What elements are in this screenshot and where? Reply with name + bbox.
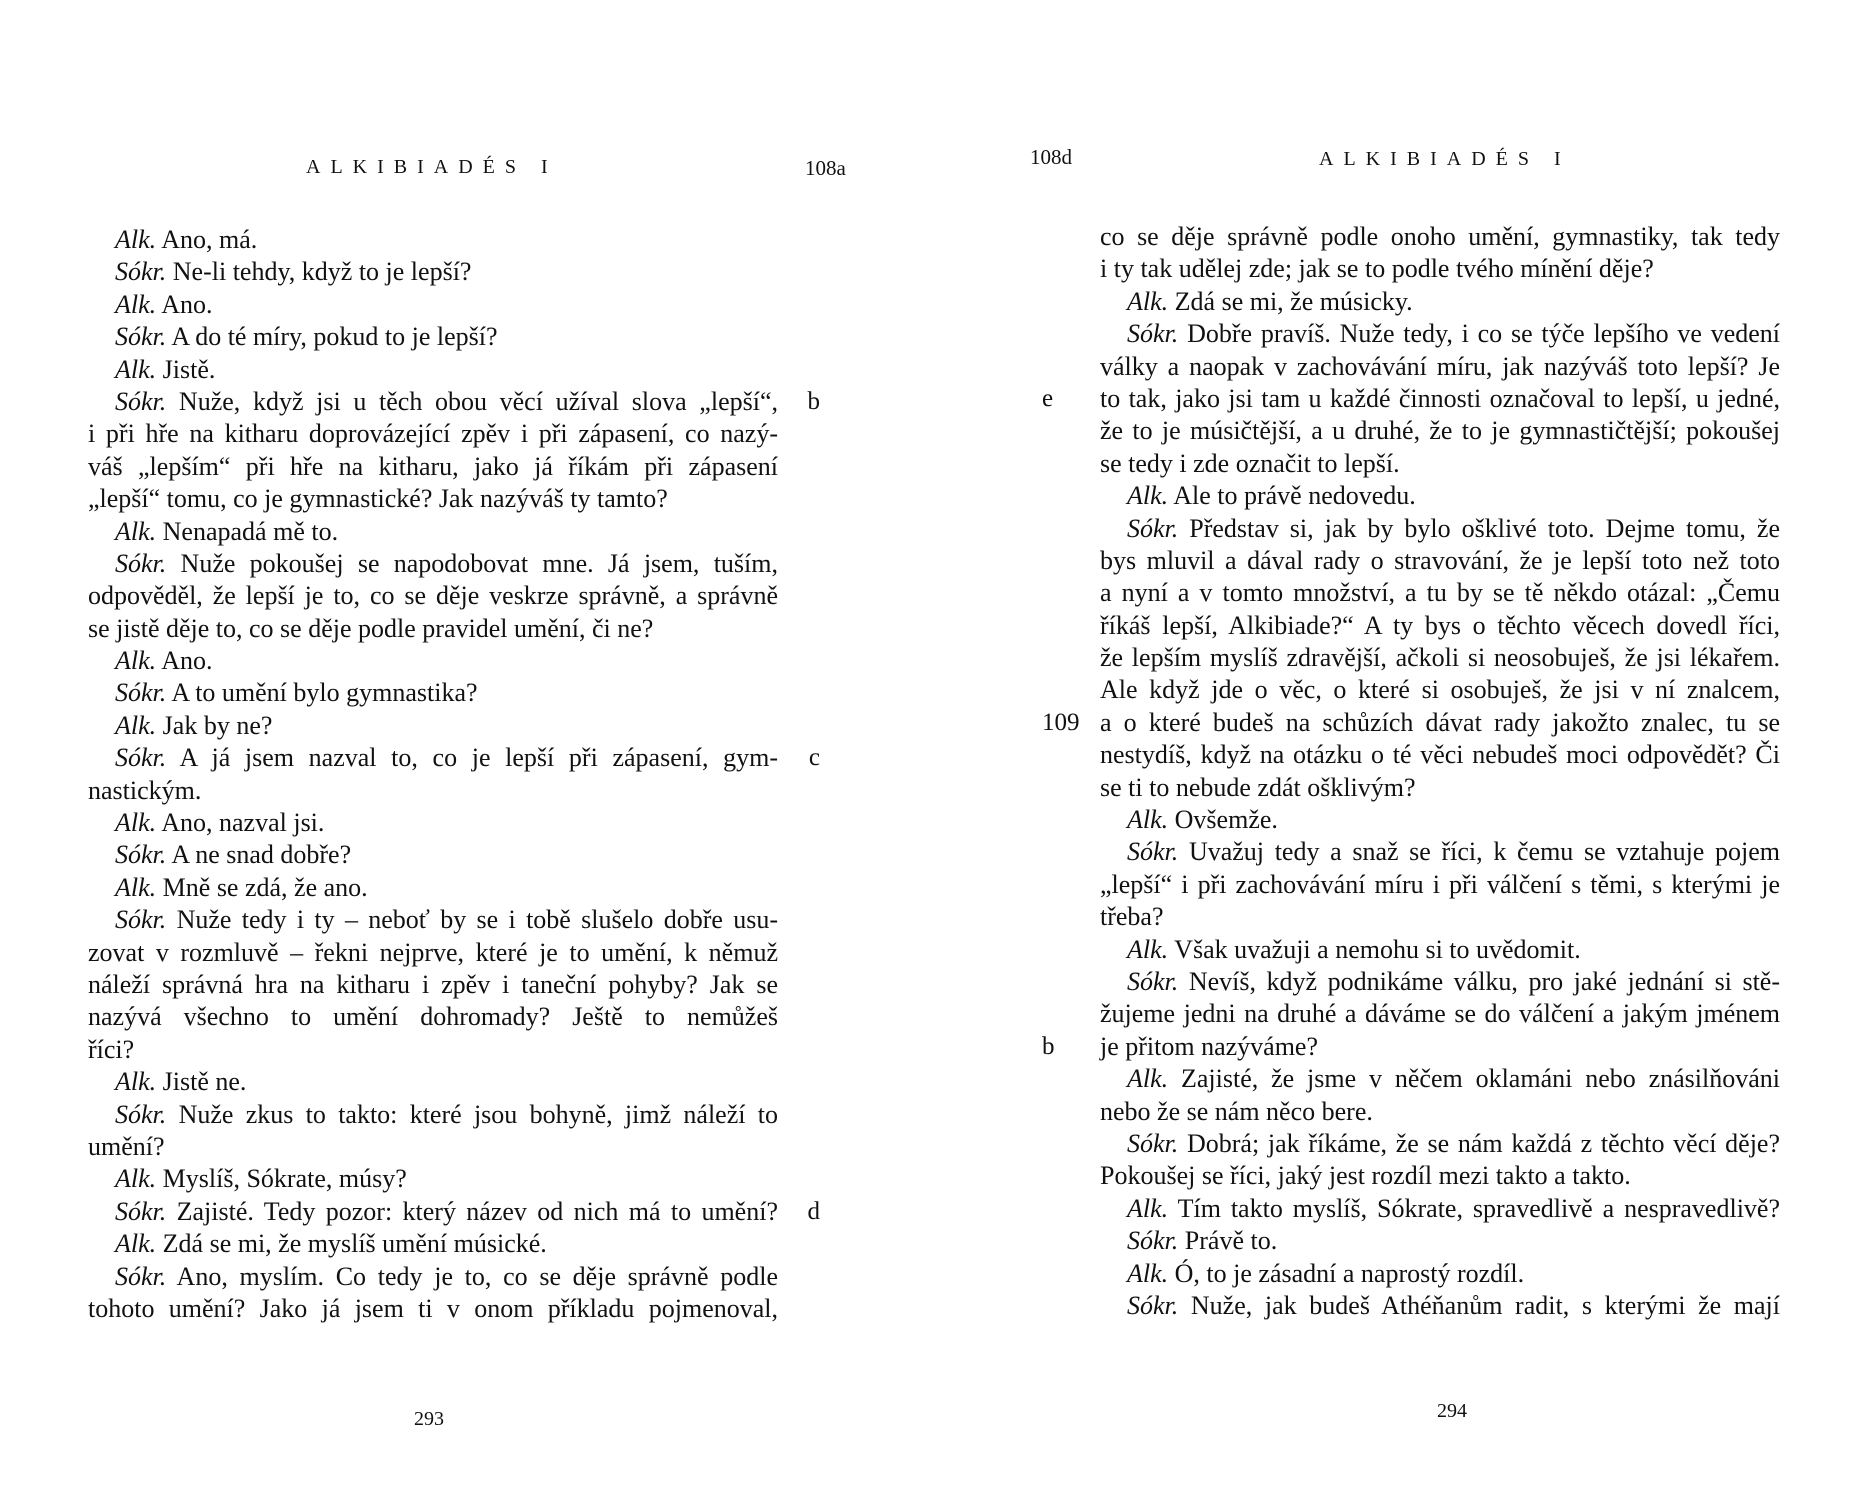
- line-text: že lepším myslíš zdravější, ačkoli si neosobuješ, že jsi lékařem.: [1100, 643, 1780, 673]
- text-line: [88, 937, 778, 969]
- line-text: A já jsem nazval to, co je lepší při zápasení, gym-: [166, 743, 778, 773]
- speaker-label: Alk.: [1127, 1064, 1169, 1094]
- text-line: [1100, 869, 1780, 901]
- speaker-label: Alk.: [115, 1229, 157, 1259]
- line-text: Nuže pokoušej se napodobovat mne. Já jsem, tuším,: [166, 548, 778, 578]
- text-line: [88, 872, 778, 904]
- line-text: třeba?: [1100, 902, 1164, 932]
- text-line: [1100, 286, 1780, 318]
- text-line: [88, 1001, 778, 1033]
- text-line: [1100, 934, 1780, 966]
- text-line: [88, 1131, 778, 1163]
- running-head: ALKIBIADÉS I: [306, 156, 558, 178]
- line-text: Ale to právě nedovedu.: [1168, 481, 1416, 511]
- stephanus-margin-mark: 109: [1042, 708, 1080, 736]
- dialogue-text: [1042, 221, 1780, 1322]
- line-text: a nyní a v tomto množství, a tu by se tě někdo otázal: „Čemu: [1100, 578, 1780, 608]
- stephanus-margin-mark: e: [1042, 384, 1054, 412]
- right-page: [931, 0, 1862, 1501]
- line-text: zovat v rozmluvě – řekni nejprve, které je to umění, k němuž: [88, 937, 778, 967]
- line-text: Nuže, když jsi u těch obou věcí užíval slova „lepší“,: [166, 386, 778, 416]
- text-line: [88, 256, 778, 288]
- speaker-label: Sókr.: [115, 548, 167, 578]
- text-line: [1100, 1128, 1780, 1160]
- text-line: [1100, 966, 1780, 998]
- text-line: [88, 1196, 820, 1228]
- text-line: [88, 1228, 778, 1260]
- speaker-label: Alk.: [115, 1164, 157, 1194]
- speaker-label: Alk.: [1127, 286, 1169, 316]
- speaker-label: Alk.: [115, 808, 157, 838]
- line-text: Ne-li tehdy, když to je lepší?: [166, 257, 472, 287]
- line-text: Nuže, jak budeš Athéňanům radit, s kterými že mají: [1178, 1290, 1780, 1320]
- line-text: Ano.: [156, 646, 213, 676]
- speaker-label: Sókr.: [1127, 319, 1179, 349]
- line-text: nebo že se nám něco bere.: [1100, 1096, 1373, 1126]
- speaker-label: Alk.: [115, 1067, 157, 1097]
- text-line: [88, 451, 778, 483]
- speaker-label: Sókr.: [115, 1196, 167, 1226]
- line-text: A ne snad dobře?: [166, 840, 352, 870]
- text-line: [1100, 253, 1780, 285]
- text-line: [1100, 674, 1780, 706]
- running-head: ALKIBIADÉS I: [1319, 148, 1571, 170]
- line-text: se jistě děje to, co se děje podle pravidel umění, či ne?: [88, 613, 654, 643]
- text-line: [88, 321, 778, 353]
- text-line: [88, 710, 778, 742]
- speaker-label: Alk.: [115, 872, 157, 902]
- speaker-label: Alk.: [1127, 1193, 1169, 1223]
- line-text: a o které budeš na schůzích dávat rady jakožto znalec, tu se: [1100, 707, 1780, 737]
- text-line: [1100, 772, 1780, 804]
- text-line: [88, 224, 778, 256]
- speaker-label: Sókr.: [115, 1099, 167, 1129]
- text-line: [1100, 480, 1780, 512]
- text-line: [1100, 415, 1780, 447]
- text-line: [88, 969, 778, 1001]
- line-text: nazývá všechno to umění dohromady? Ještě to nemůžeš: [88, 1002, 778, 1032]
- text-line: [1100, 513, 1780, 545]
- text-line: [1100, 1225, 1780, 1257]
- line-text: Ano, má.: [156, 225, 258, 254]
- line-text: Pokoušej se říci, jaký jest rozdíl mezi takto a takto.: [1100, 1161, 1631, 1191]
- line-text: říkáš lepší, Alkibiade?“ A ty bys o těchto věcech dovedl říci,: [1100, 610, 1780, 640]
- line-text: umění?: [88, 1131, 165, 1161]
- text-line: [1100, 1193, 1780, 1225]
- text-line: [88, 516, 778, 548]
- speaker-label: Sókr.: [1127, 837, 1179, 867]
- stephanus-number: 108a: [805, 156, 846, 180]
- line-text: to tak, jako jsi tam u každé činnosti označoval to lepší, u jedné,: [1100, 383, 1780, 413]
- speaker-label: Alk.: [1127, 1258, 1169, 1288]
- text-line: [88, 418, 778, 450]
- line-text: A do té míry, pokud to je lepší?: [166, 322, 498, 352]
- text-line: [1100, 739, 1780, 771]
- text-line: [88, 1261, 778, 1293]
- text-line: [1100, 998, 1780, 1030]
- text-line: [88, 677, 778, 709]
- line-text: „lepší“ i při zachovávání míru i při válčení s těmi, s kterými je: [1100, 869, 1780, 899]
- line-text: Jistě.: [156, 354, 216, 384]
- line-text: Ó, to je zásadní a naprostý rozdíl.: [1168, 1258, 1525, 1288]
- text-line: [88, 613, 778, 645]
- line-text: je přitom nazýváme?: [1100, 1031, 1319, 1061]
- speaker-label: Alk.: [115, 516, 157, 546]
- speaker-label: Sókr.: [115, 905, 167, 935]
- speaker-label: Sókr.: [1127, 1128, 1179, 1158]
- line-text: Ano, myslím. Co tedy je to, co se děje správně podle: [166, 1261, 778, 1291]
- text-line: [88, 807, 778, 839]
- line-text: Právě to.: [1178, 1226, 1278, 1256]
- line-text: náleží správná hra na kitharu i zpěv i taneční pohyby? Jak se: [88, 969, 778, 999]
- speaker-label: Sókr.: [115, 678, 167, 708]
- text-line: [88, 645, 778, 677]
- text-line: [1100, 1160, 1780, 1192]
- text-line: [1042, 383, 1780, 415]
- line-text: váš „lepším“ při hře na kitharu, jako já říkám při zápasení: [88, 451, 778, 481]
- speaker-label: Sókr.: [115, 322, 167, 352]
- line-text: Jak by ne?: [156, 710, 273, 740]
- text-line: [88, 839, 778, 871]
- line-text: Mně se zdá, že ano.: [156, 872, 368, 902]
- speaker-label: Alk.: [1127, 934, 1169, 964]
- line-text: i při hře na kitharu doprovázející zpěv i při zápasení, co nazý-: [88, 419, 778, 449]
- line-text: Zajisté, že jsme v něčem oklamáni nebo znásilňováni: [1168, 1064, 1780, 1094]
- text-line: [1100, 610, 1780, 642]
- line-text: i ty tak udělej zde; jak se to podle tvého mínění děje?: [1100, 254, 1654, 284]
- text-line: [88, 904, 778, 936]
- stephanus-margin-mark: b: [1042, 1032, 1055, 1060]
- text-line: [88, 742, 820, 774]
- line-text: Nuže tedy i ty – neboť by se i tobě slušelo dobře usu-: [166, 905, 778, 935]
- line-text: se tedy i zde označit to lepší.: [1100, 448, 1400, 478]
- text-line: [1100, 804, 1780, 836]
- line-text: Myslíš, Sókrate, músy?: [156, 1164, 407, 1194]
- line-text: Jistě ne.: [156, 1067, 247, 1097]
- line-text: Zdá se mi, že myslíš umění músické.: [156, 1229, 547, 1259]
- text-line: [88, 1066, 778, 1098]
- stephanus-number: 108d: [1030, 145, 1072, 169]
- speaker-label: Alk.: [1127, 481, 1169, 511]
- line-text: Zdá se mi, že músicky.: [1168, 286, 1413, 316]
- speaker-label: Alk.: [1127, 805, 1169, 835]
- line-text: nestydíš, když na otázku o té věci nebudeš moci odpovědět? Či: [1100, 740, 1780, 770]
- text-line: [1100, 448, 1780, 480]
- line-text: Uvažuj tedy a snaž se říci, k čemu se vztahuje pojem: [1178, 837, 1780, 867]
- line-text: bys mluvil a dával rady o stravování, že je lepší toto než toto: [1100, 545, 1780, 575]
- line-text: Nevíš, když podnikáme válku, pro jaké jednání si stě-: [1178, 966, 1780, 996]
- text-line: [88, 386, 820, 418]
- line-text: války a naopak v zachovávání míru, jak nazýváš toto lepší? Je: [1100, 351, 1780, 381]
- line-text: Však uvažuji a nemohu si to uvědomit.: [1168, 934, 1581, 964]
- text-line: [88, 1293, 778, 1325]
- speaker-label: Alk.: [115, 225, 157, 254]
- line-text: se ti to nebude zdát ošklivým?: [1100, 772, 1416, 802]
- line-text: Ale když jde o věc, o které si osobuješ, že jsi v ní znalcem,: [1100, 675, 1780, 705]
- text-line: [1100, 1290, 1780, 1322]
- text-line: [88, 1099, 778, 1131]
- text-line: [1100, 577, 1780, 609]
- line-text: A to umění bylo gymnastika?: [166, 678, 478, 708]
- text-line: [1100, 318, 1780, 350]
- line-text: Ano, nazval jsi.: [156, 808, 325, 838]
- speaker-label: Alk.: [115, 646, 157, 676]
- text-line: [88, 775, 778, 807]
- text-line: [88, 483, 778, 515]
- line-text: co se děje správně podle onoho umění, gymnastiky, tak tedy: [1100, 222, 1780, 251]
- stephanus-margin-mark: c: [808, 744, 820, 772]
- page-number: 294: [1437, 1400, 1467, 1422]
- line-text: Dobře pravíš. Nuže tedy, i co se týče lepšího ve vedení: [1178, 319, 1780, 349]
- line-text: Tím takto myslíš, Sókrate, spravedlivě a nespravedlivě?: [1168, 1193, 1780, 1223]
- line-text: „lepší“ tomu, co je gymnastické? Jak nazýváš ty tamto?: [88, 484, 668, 514]
- text-line: [1100, 1258, 1780, 1290]
- line-text: žujeme jedni na druhé a dáváme se do válčení a jakým jménem: [1100, 999, 1780, 1029]
- dialogue-text: [88, 224, 820, 1325]
- speaker-label: Sókr.: [115, 386, 167, 416]
- speaker-label: Sókr.: [115, 840, 167, 870]
- line-text: Ovšemže.: [1168, 805, 1278, 835]
- line-text: odpověděl, že lepší je to, co se děje veskrze správně, a správně: [88, 581, 778, 611]
- line-text: Nuže zkus to takto: které jsou bohyně, jimž náleží to: [166, 1099, 778, 1129]
- text-line: [88, 1163, 778, 1195]
- line-text: Ano.: [156, 289, 213, 319]
- line-text: říci?: [88, 1034, 135, 1064]
- stephanus-margin-mark: d: [807, 1197, 820, 1225]
- text-line: [1042, 707, 1780, 739]
- text-line: [88, 354, 778, 386]
- speaker-label: Alk.: [115, 354, 157, 384]
- text-line: [1100, 836, 1780, 868]
- speaker-label: Sókr.: [1127, 513, 1179, 543]
- text-line: [1100, 1063, 1780, 1095]
- text-line: [88, 548, 778, 580]
- line-text: tohoto umění? Jako já jsem ti v onom příkladu pojmenoval,: [88, 1293, 778, 1323]
- speaker-label: Sókr.: [115, 743, 167, 773]
- line-text: že to je músičtější, a u druhé, že to je gymnastičtější; pokoušej: [1100, 416, 1780, 446]
- line-text: nastickým.: [88, 775, 202, 805]
- line-text: Dobrá; jak říkáme, že se nám každá z těchto věcí děje?: [1178, 1128, 1780, 1158]
- text-line: [1100, 642, 1780, 674]
- speaker-label: Sókr.: [1127, 1290, 1179, 1320]
- text-line: [1100, 901, 1780, 933]
- speaker-label: Alk.: [115, 289, 157, 319]
- text-line: [1100, 351, 1780, 383]
- stephanus-margin-mark: b: [807, 387, 820, 415]
- line-text: Představ si, jak by bylo ošklivé toto. Dejme tomu, že: [1178, 513, 1780, 543]
- line-text: Zajisté. Tedy pozor: který název od nich má to umění?: [166, 1196, 778, 1226]
- speaker-label: Alk.: [115, 710, 157, 740]
- text-line: [1100, 1096, 1780, 1128]
- text-line: [1042, 1031, 1780, 1063]
- page-number: 293: [414, 1408, 444, 1430]
- speaker-label: Sókr.: [1127, 1226, 1179, 1256]
- text-line: [88, 580, 778, 612]
- text-line: [88, 289, 778, 321]
- text-line: [88, 1034, 778, 1066]
- speaker-label: Sókr.: [115, 257, 167, 287]
- text-line: [1100, 221, 1780, 253]
- text-line: [1100, 545, 1780, 577]
- speaker-label: Sókr.: [1127, 966, 1179, 996]
- line-text: Nenapadá mě to.: [156, 516, 339, 546]
- speaker-label: Sókr.: [115, 1261, 167, 1291]
